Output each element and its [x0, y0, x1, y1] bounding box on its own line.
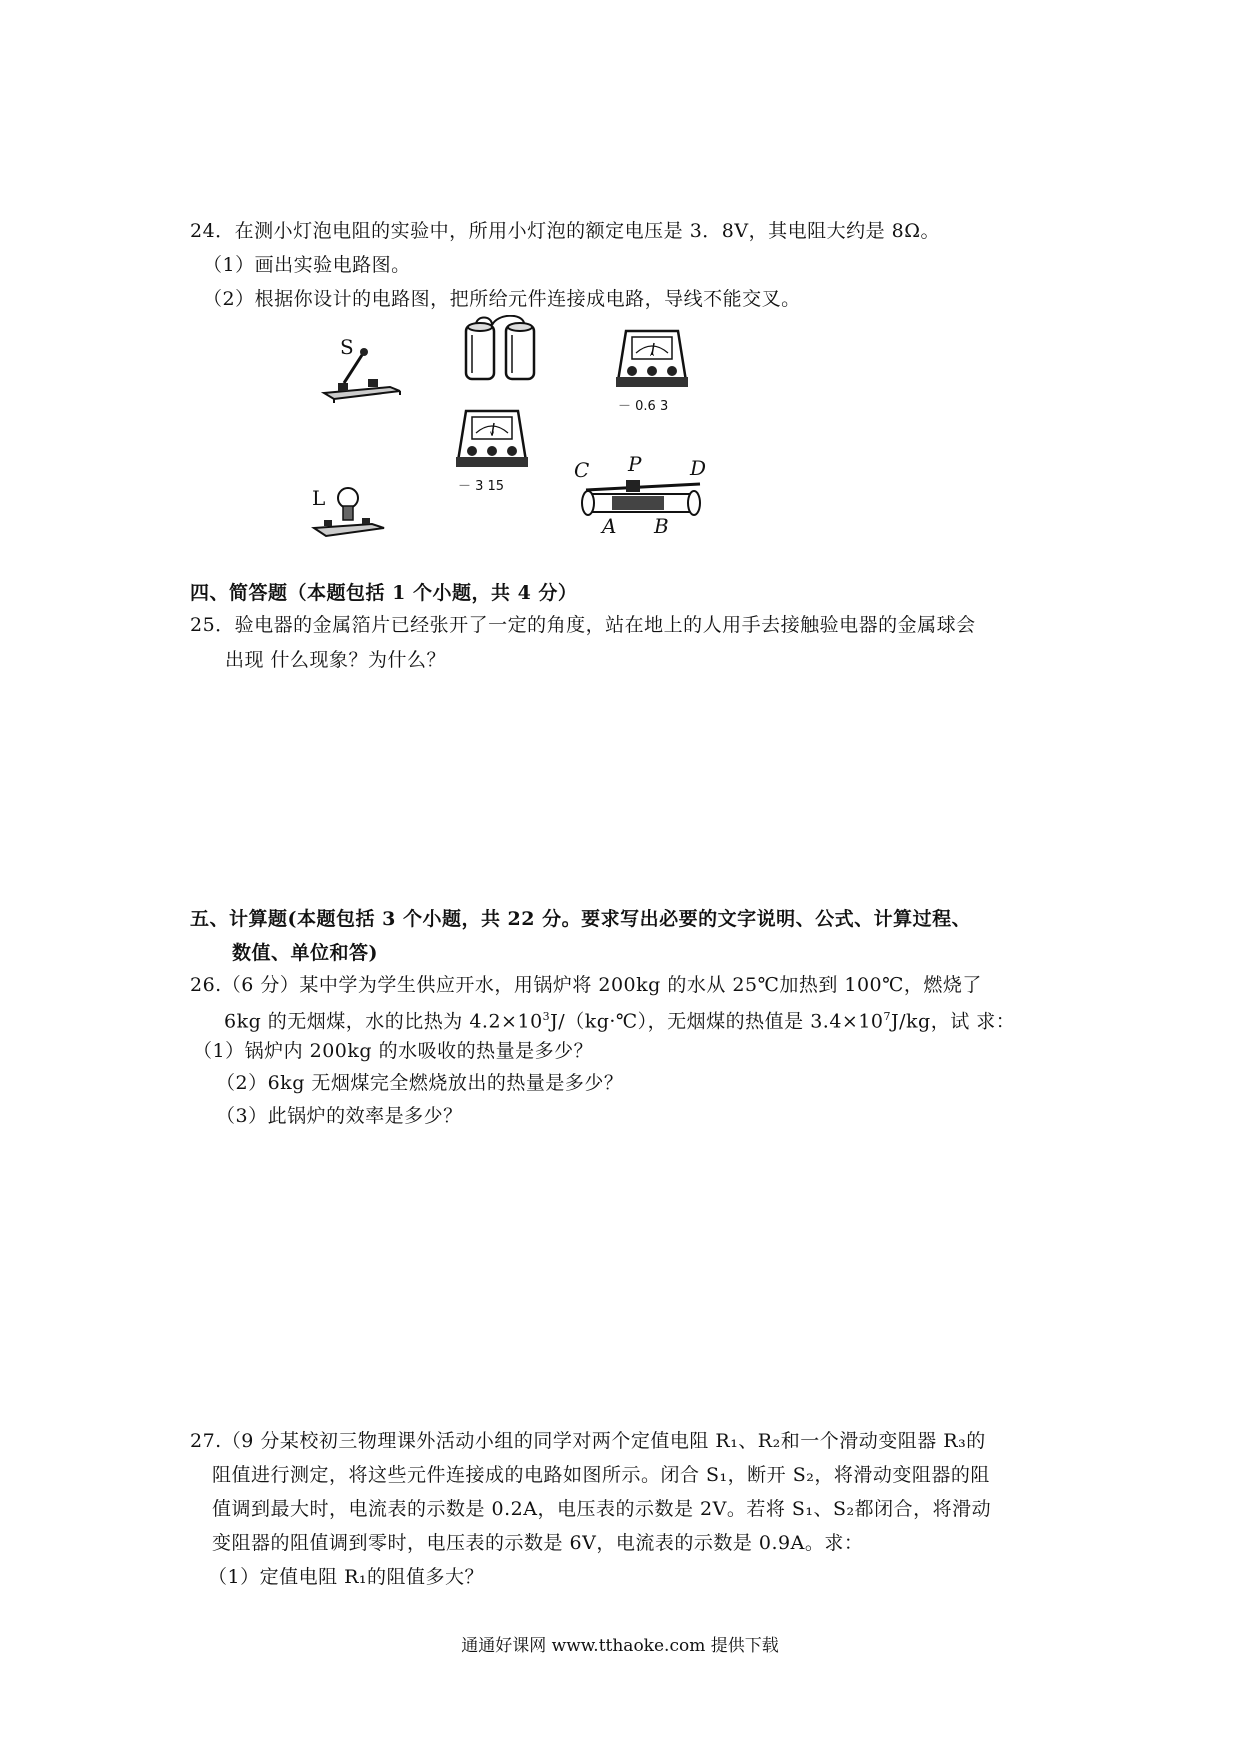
rheostat-label-c: C — [574, 458, 590, 482]
svg-text:V: V — [490, 431, 495, 438]
q27-line1: 27.（9 分某校初三物理课外活动小组的同学对两个定值电阻 R₁、R₂和一个滑动变阻器 R₃的 — [190, 1430, 986, 1452]
q25-line1: 25．验电器的金属箔片已经张开了一定的角度，站在地上的人用手去接触验电器的金属球会 — [190, 614, 976, 636]
q26-line2-c: J/kg，试 求： — [891, 1010, 1016, 1033]
q26-line1: 26.（6 分）某中学为学生供应开水，用锅炉将 200kg 的水从 25℃加热到 100℃，燃烧了 — [190, 974, 982, 996]
q26-part1: （1）锅炉内 200kg 的水吸收的热量是多少？ — [193, 1040, 594, 1062]
rheostat-figure — [572, 452, 712, 538]
switch-figure — [320, 335, 402, 405]
bulb-figure — [310, 484, 390, 540]
q24-stem: 24．在测小灯泡电阻的实验中，所用小灯泡的额定电压是 3．8V，其电阻大约是 8Ω。 — [190, 220, 940, 242]
q27-part1: （1）定值电阻 R₁的阻值多大？ — [208, 1566, 485, 1588]
q26-part3: （3）此锅炉的效率是多少？ — [216, 1105, 463, 1127]
voltmeter-terminal-labels: － 3 15 — [458, 479, 505, 494]
battery-icon — [462, 315, 546, 383]
voltmeter-figure — [450, 405, 530, 494]
section4-heading: 四、简答题（本题包括 1 个小题，共 4 分） — [190, 582, 578, 604]
rheostat-label-b: B — [654, 514, 669, 538]
q24-part2: （2）根据你设计的电路图，把所给元件连接成电路，导线不能交叉。 — [203, 288, 801, 310]
q26-exp-3: 3 — [542, 1010, 551, 1023]
ammeter-icon — [610, 325, 690, 397]
battery-figure — [462, 315, 546, 383]
section5-heading-line1: 五、计算题(本题包括 3 个小题，共 22 分。要求写出必要的文字说明、公式、计算过程、 — [190, 908, 972, 930]
q26-line2-b: J/（kg·℃），无烟煤的热值是 3.4×10 — [550, 1010, 884, 1033]
rheostat-label-d: D — [690, 456, 707, 480]
bulb-label: L — [312, 486, 326, 510]
q25-line2: 出现 什么现象？为什么？ — [225, 649, 447, 671]
q26-line2-a: 6kg 的无烟煤，水的比热为 4.2×10 — [224, 1010, 543, 1033]
svg-text:A: A — [650, 351, 655, 358]
q27-line2: 阻值进行测定，将这些元件连接成的电路如图所示。闭合 S₁，断开 S₂，将滑动变阻器的阻 — [212, 1464, 990, 1486]
q24-part1: （1）画出实验电路图。 — [203, 254, 411, 276]
switch-icon — [320, 335, 402, 405]
switch-label: S — [340, 335, 354, 359]
rheostat-label-a: A — [602, 514, 617, 538]
q26-line2 — [224, 1004, 1015, 1034]
section5-heading-line2: 数值、单位和答) — [232, 942, 378, 964]
q27-line3: 值调到最大时，电流表的示数是 0.2A，电压表的示数是 2V。若将 S₁、S₂都闭合，将滑动 — [212, 1498, 992, 1520]
q26-exp-7: 7 — [883, 1010, 892, 1023]
ammeter-terminal-labels: － 0.6 3 — [618, 399, 669, 414]
ammeter-figure — [610, 325, 690, 414]
q26-part2: （2）6kg 无烟煤完全燃烧放出的热量是多少？ — [216, 1072, 624, 1094]
page-footer: 通通好课网 www.tthaoke.com 提供下载 — [461, 1636, 779, 1656]
q27-line4: 变阻器的阻值调到零时，电压表的示数是 6V，电流表的示数是 0.9A。求： — [212, 1532, 864, 1554]
voltmeter-icon — [450, 405, 530, 477]
rheostat-label-p: P — [628, 452, 642, 476]
